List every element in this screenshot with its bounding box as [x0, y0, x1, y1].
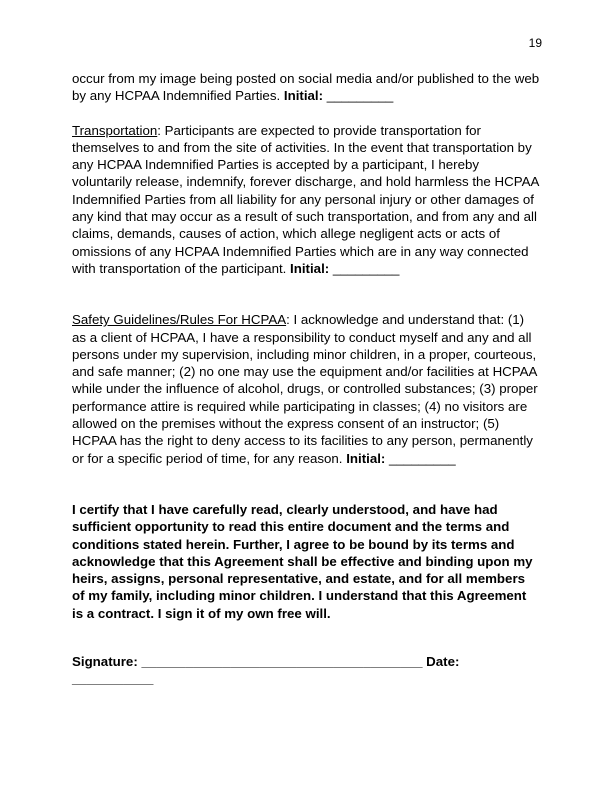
- transportation-initial-blank[interactable]: _________: [329, 260, 400, 276]
- transportation-heading: Transportation: [72, 122, 158, 138]
- signature-line: [72, 653, 540, 688]
- media-initial-label: Initial:: [283, 88, 324, 104]
- signature-blank[interactable]: ______________________________________: [137, 654, 427, 670]
- date-label: Date:: [426, 654, 460, 670]
- transportation-paragraph: [72, 122, 540, 278]
- transportation-initial-label: Initial:: [290, 260, 330, 276]
- certification-paragraph: I certify that I have carefully read, clearly understood, and have had sufficient opportunity to read this entire document and the terms and conditions stated herein. Further, I agree to be bound by its terms and acknowledge that this Agreement shall be effective and binding upon my heirs, assigns, personal representative, and estate, and for all members of my family, including minor children. I understand that this Agreement is a contract. I sign it of my own free will.: [72, 501, 533, 621]
- page-number: 19: [528, 36, 542, 50]
- safety-heading: Safety Guidelines/Rules For HCPAA: [72, 312, 287, 328]
- date-blank[interactable]: ___________: [72, 671, 154, 687]
- transportation-text: : Participants are expected to provide transportation for themselves to and from the site of activities. In the event that transportation by any HCPAA Indemnified Parties is accepted by a participant, I hereby voluntarily release, indemnify, forever discharge, and hold harmless the HCPAA Indemnified Parties from all liability for any personal injury or other damages of any kind that may occur as a result of such transportation, and from any and all claims, demands, causes of action, which allege negligent acts or acts of omissions of any HCPAA Indemnified Parties which are in any way connected with transportation of the participant.: [72, 122, 539, 276]
- safety-initial-label: Initial:: [346, 450, 386, 466]
- media-release-paragraph: [72, 70, 540, 105]
- safety-paragraph: [72, 311, 540, 467]
- document-body: [72, 70, 540, 688]
- safety-text: : I acknowledge and understand that: (1) as a client of HCPAA, I have a responsibility to conduct myself and any and all persons under my supervision, including minor children, in a proper, courteous, and safe manner; (2) no one may use the equipment and/or facilities at HCPAA while under the influence of alcohol, drugs, or controlled substances; (3) proper performance attire is required while participating in classes; (4) no visitors are allowed on the premises without the express consent of an instructor; (5) HCPAA has the right to deny access to its facilities to any person, permanently or for a specific period of time, for any reason.: [72, 312, 538, 466]
- signature-label: Signature:: [72, 654, 138, 670]
- safety-initial-blank[interactable]: _________: [385, 450, 456, 466]
- media-release-text: occur from my image being posted on social media and/or published to the web by any HCPAA Indemnified Parties.: [72, 71, 540, 104]
- media-initial-blank[interactable]: _________: [323, 88, 394, 104]
